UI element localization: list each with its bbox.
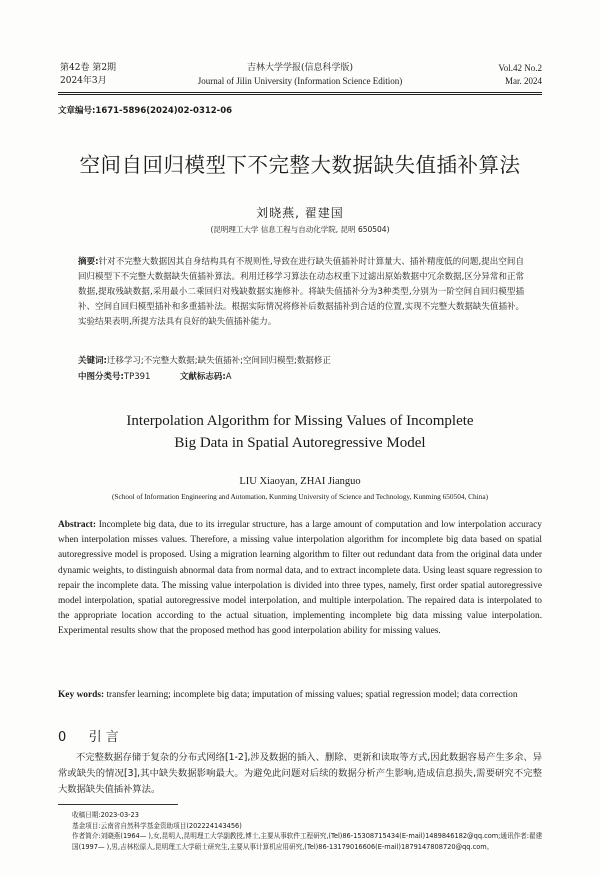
classification-cn: 中图分类号:TP391 文献标志码:A: [78, 372, 232, 382]
section-paragraph: 不完整数据存储于复杂的分布式网络[1-2],涉及数据的插入、删除、更新和读取等方式,因此数据容易产生多余、异常或缺失的情况[3],其中缺失数据影响最大。为避免此问题对后续的数据分析产生影响,造成信息损失,需要研究不完整大数据缺失值插补算法。: [58, 752, 542, 795]
abstract-en-label: Abstract:: [58, 520, 97, 530]
keywords-en: Key words: transfer learning; incomplete big data; imputation of missing values; spatial regression model; data correction: [58, 690, 518, 700]
abstract-cn-label: 摘要:: [78, 257, 99, 267]
authors-en: LIU Xiaoyan, ZHAI Jianguo: [239, 476, 361, 487]
journal-volume-issue: 第42卷 第2期 2024年3月: [60, 63, 117, 86]
abstract-cn-text: 针对不完整大数据因其自身结构具有不规则性,导致在进行缺失值插补时计算量大、插补精度低的问题,提出空间自回归模型下不完整大数据缺失值插补算法。利用迁移学习算法在动态权重下过滤出原始数据中冗余数据,区分异常和正常数据,提取残缺数据,采用最小二乘回归对残缺数据实施修补。将缺失值插补分为3种类型,分别为一阶空间自回归模型插补、空间自回归模型插补和多重插补法。根据实际情况将修补后数据插补到合适的位置,实现不完整大数据缺失值插补。实验结果表明,所提方法具有良好的缺失值插补能力。: [78, 257, 524, 327]
section-heading: 0 引 言: [58, 730, 119, 745]
received-date: 收稿日期:2023-03-23: [72, 811, 139, 819]
journal-name: 吉林大学学报(信息科学版) Journal of Jilin University (Information Science Edition): [197, 63, 403, 86]
abstract-cn: [78, 255, 524, 330]
footnotes: [72, 810, 544, 852]
journal-date: Vol.42 No.2 Mar. 2024: [498, 63, 542, 86]
footnote-rule: [58, 804, 178, 805]
paper-title-cn: 空间自回归模型下不完整大数据缺失值插补算法: [79, 153, 521, 177]
keywords-cn: 关键词:迁移学习;不完整大数据;缺失值插补;空间回归模型;数据修正: [78, 356, 331, 366]
author-bio: 作者简介:刘晓燕(1964— ),女,昆明人,昆明理工大学副教授,博士,主要从事软件工程研究,(Tel)86-15308715434(E-mail)1489846182@qq.com;通讯作者:翟建国(1997— ),男,吉林松原人,昆明理工大学硕士研究生,主要从事计算机应用研究,(Tel)86-13179016606(E-mail)1879147808720@qq.com。: [72, 832, 543, 851]
paper-title-en: Interpolation Algorithm for Missing Values of Incomplete Big Data in Spatial Autoregressive Model: [126, 413, 474, 451]
abstract-en: [58, 518, 542, 640]
header-rule: [58, 92, 542, 93]
fund-info: 基金项目:云南省自然科学基金资助项目(202224143456): [72, 821, 242, 830]
article-number: 文章编号:1671-5896(2024)02-0312-06: [58, 106, 233, 116]
abstract-en-text: Incomplete big data, due to its irregular structure, has a large amount of computation and low interpolation accuracy when interpolation misses values. Therefore, a missing value interpolation algorithm for incomplete big data based on spatial autoregressive model is proposed. Using a migration learning algorithm to filter out redundant data from the original data under dynamic weights, to distinguish abnormal data from normal data, and to extract incomplete data. Using least square regression to repair the incomplete data. The missing value interpolation is divided into three types, namely, first order spatial autoregressive model interpolation, spatial autoregressive model interpolation, and multiple interpolation. The repaired data is interpolated to the appropriate location according to the actual situation, implementing incomplete big data missing value interpolation. Experimental results show that the proposed method has good interpolation ability for missing values.: [58, 520, 542, 637]
affiliation-en: (School of Information Engineering and Automation, Kunming University of Science and Technology, Kunming 650504, China): [111, 492, 489, 501]
authors-cn: 刘晓燕, 翟建国: [256, 206, 344, 220]
affiliation-cn: (昆明理工大学 信息工程与自动化学院, 昆明 650504): [210, 225, 390, 234]
header-rule-2: [58, 94, 542, 95]
